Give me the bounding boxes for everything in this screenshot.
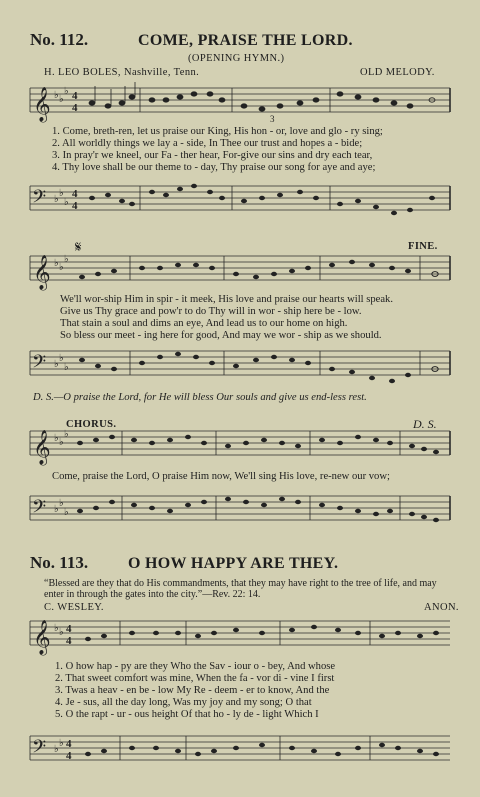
svg-text:♭: ♭ bbox=[64, 197, 69, 208]
svg-text:𝄢: 𝄢 bbox=[32, 352, 47, 377]
hymn-113-verse-2: 2. That sweet comfort was mine, When the fa - vor di - vine I first bbox=[55, 673, 335, 684]
svg-text:♭: ♭ bbox=[54, 258, 59, 269]
hymn-112-verse-1: 1. Come, breth-ren, let us praise our King, His hon - or, love and glo - ry sing; bbox=[52, 126, 383, 137]
hymn-112-verse-2-cont: Give us Thy grace and pow'r to do Thy will in wor - ship here be - low. bbox=[60, 306, 362, 317]
hymn-113-author: C. WESLEY. bbox=[44, 602, 104, 613]
hymn-113-verse-1: 1. O how hap - py are they Who the Sav - iour o - bey, And whose bbox=[55, 661, 336, 672]
svg-text:♭: ♭ bbox=[54, 433, 59, 444]
hymn-112-triplet-mark: 3 bbox=[270, 114, 275, 124]
svg-text:♭: ♭ bbox=[59, 437, 64, 448]
hymn-113-verse-5: 5. O the rapt - ur - ous height Of that ho - ly de - light Which I bbox=[55, 709, 319, 720]
svg-text:4: 4 bbox=[72, 90, 78, 102]
svg-text:♭: ♭ bbox=[64, 507, 69, 518]
svg-text:4: 4 bbox=[72, 188, 78, 200]
hymn-112-chorus-treble-staff bbox=[0, 427, 480, 467]
svg-text:♭: ♭ bbox=[59, 262, 64, 273]
hymn-113-verse-3: 3. Twas a heav - en be - low My Re - deem - er to know, And the bbox=[55, 685, 330, 696]
svg-text:𝄞: 𝄞 bbox=[33, 255, 51, 290]
hymn-112-verse-1-cont: We'll wor-ship Him in spir - it meek, His love and praise our hearts will speak. bbox=[60, 294, 394, 305]
svg-text:♭: ♭ bbox=[64, 86, 69, 97]
hymn-112-title: COME, PRAISE THE LORD. bbox=[138, 32, 353, 49]
hymn-113-bass-time-sig-top: 4 bbox=[66, 738, 72, 750]
hymn-112-system-2-treble-staff bbox=[0, 252, 480, 292]
hymn-112-author: H. LEO BOLES, Nashville, Tenn. bbox=[44, 67, 200, 78]
svg-text:♭: ♭ bbox=[59, 738, 64, 749]
ds-instruction-line: D. S.—O praise the Lord, for He will bless Our souls and give us end-less rest. bbox=[33, 392, 367, 403]
hymn-113-verse-4: 4. Je - sus, all the day long, Was my joy and my song; O that bbox=[55, 697, 312, 708]
svg-text:♭: ♭ bbox=[54, 744, 59, 755]
segno-mark: 𝄋 bbox=[75, 238, 82, 256]
ds-mark: D. S. bbox=[413, 417, 437, 431]
hymn-112-tune: OLD MELODY. bbox=[360, 67, 435, 78]
svg-text:♭: ♭ bbox=[54, 623, 59, 634]
hymn-113-title: O HOW HAPPY ARE THEY. bbox=[128, 555, 339, 572]
hymn-112-verse-4-cont: So bless our meet - ing here for good, And may we wor - ship as we should. bbox=[60, 330, 382, 341]
svg-text:𝄞: 𝄞 bbox=[33, 430, 51, 465]
hymn-113-time-sig-bottom: 4 bbox=[66, 635, 72, 647]
svg-text:♭: ♭ bbox=[54, 359, 59, 370]
hymn-113-bass-staff bbox=[0, 730, 480, 776]
svg-text:♭: ♭ bbox=[59, 94, 64, 105]
svg-text:♭: ♭ bbox=[59, 188, 64, 199]
chorus-label: CHORUS. bbox=[66, 419, 117, 430]
hymn-112-system-2-bass-staff bbox=[0, 345, 480, 389]
hymn-112-number: No. 112. bbox=[30, 30, 89, 49]
svg-text:4: 4 bbox=[72, 200, 78, 212]
hymn-113-number: No. 113. bbox=[30, 553, 89, 572]
hymn-112-verse-2: 2. All worldly things we lay a - side, In Thee our trust and hopes a - bide; bbox=[52, 138, 363, 149]
svg-text:4: 4 bbox=[72, 102, 78, 114]
hymn-113-scripture-quote: “Blessed are they that do His commandments, that they may have right to the tree of life, and may enter in through the gates into the city.”—Rev. 22: 14. bbox=[44, 578, 437, 600]
hymn-113-tune: ANON. bbox=[424, 602, 459, 613]
chorus-lyric: Come, praise the Lord, O praise Him now, We'll sing His love, re-new our vow; bbox=[52, 471, 390, 482]
hymn-113-treble-staff bbox=[0, 617, 480, 657]
svg-text:♭: ♭ bbox=[59, 498, 64, 509]
svg-text:𝄢: 𝄢 bbox=[32, 187, 47, 212]
svg-text:𝄢: 𝄢 bbox=[32, 497, 47, 522]
hymn-112-verse-3: 3. In pray'r we kneel, our Fa - ther hear, For-give our sins and dry each tear, bbox=[52, 150, 373, 161]
hymn-113-bass-time-sig-bottom: 4 bbox=[66, 750, 72, 762]
svg-text:♭: ♭ bbox=[54, 194, 59, 205]
hymn-112-verse-4: 4. Thy love shall be our theme to - day, Thy praise our song for aye and aye; bbox=[52, 162, 376, 173]
hymn-113-time-sig-top: 4 bbox=[66, 623, 72, 635]
hymn-112-verse-3-cont: That stain a soul and dims an eye, And lead us to our home on high. bbox=[60, 318, 348, 329]
svg-text:♭: ♭ bbox=[59, 353, 64, 364]
svg-text:𝄞: 𝄞 bbox=[33, 620, 51, 655]
hymn-112-subtitle: (OPENING HYMN.) bbox=[188, 53, 285, 64]
hymn-112-system-1-bass-staff bbox=[0, 180, 480, 220]
svg-text:♭: ♭ bbox=[64, 254, 69, 265]
svg-text:𝄢: 𝄢 bbox=[32, 737, 47, 762]
svg-text:♭: ♭ bbox=[64, 429, 69, 440]
svg-text:♭: ♭ bbox=[64, 362, 69, 373]
svg-text:♭: ♭ bbox=[54, 504, 59, 515]
svg-text:𝄞: 𝄞 bbox=[33, 87, 51, 122]
hymn-112-chorus-bass-staff bbox=[0, 490, 480, 530]
hymn-112-system-1-treble-staff bbox=[0, 84, 480, 124]
svg-text:♭: ♭ bbox=[54, 90, 59, 101]
fine-mark: FINE. bbox=[408, 241, 438, 252]
svg-text:♭: ♭ bbox=[59, 627, 64, 638]
